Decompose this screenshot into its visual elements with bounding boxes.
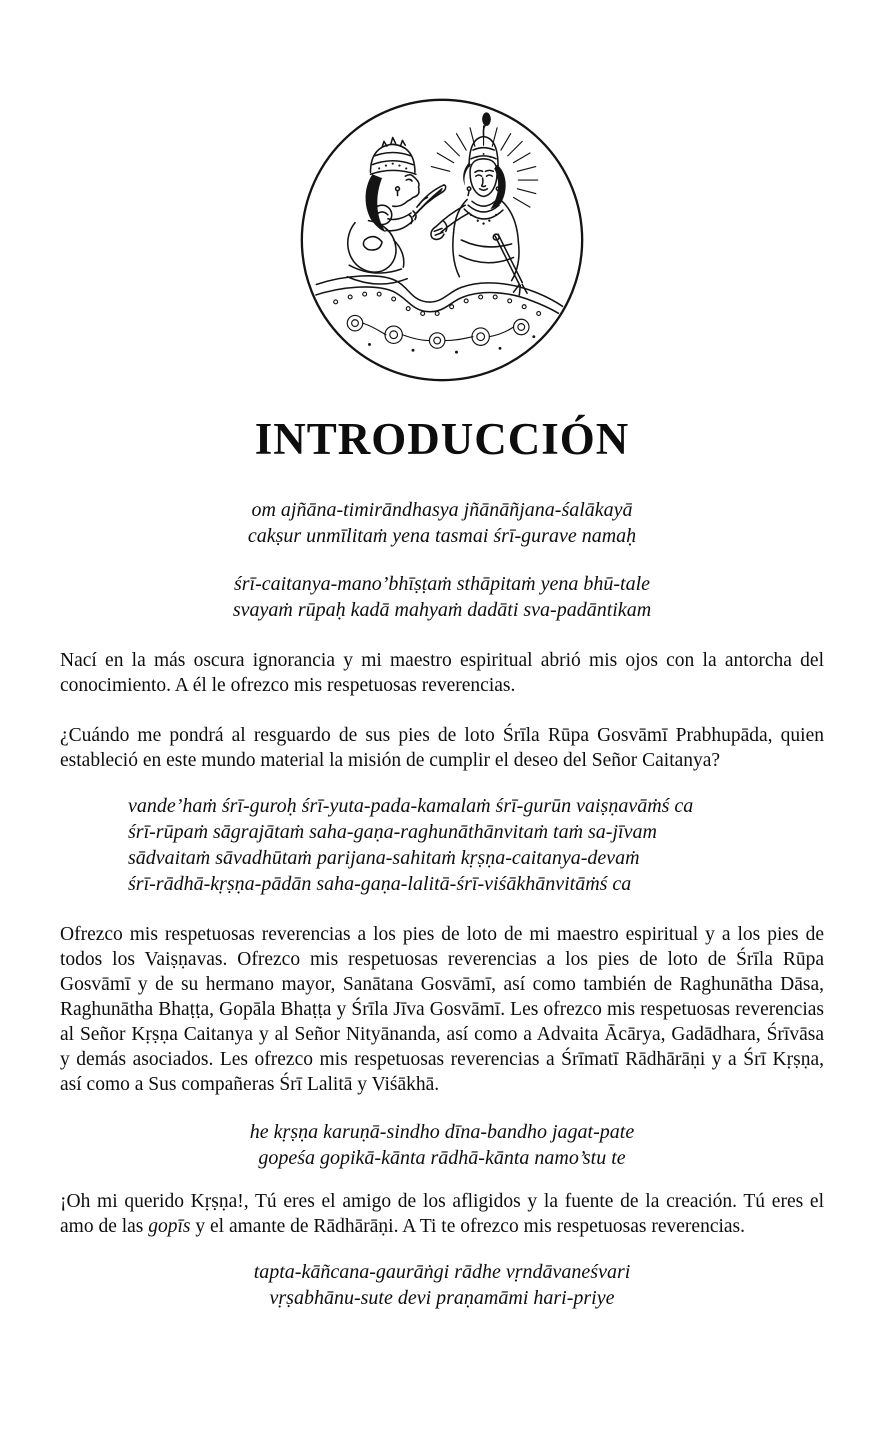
sanskrit-verse-1 xyxy=(60,497,824,549)
verse-line: sādvaitaṁ sāvadhūtaṁ parijana-sahitaṁ kṛṣṇa-caitanya-devaṁ xyxy=(128,847,640,870)
verse-line: cakṣur unmīlitaṁ yena tasmai śrī-gurave namaḥ xyxy=(247,525,637,548)
krishna-arjuna-illustration xyxy=(297,95,587,385)
paragraph-text: ¡Oh mi querido Kṛṣṇa!, Tú eres el amigo de los afligidos y la fuente de la creación. Tú eres el amo de las xyxy=(60,1191,824,1238)
verse-line: vande’haṁ śrī-guroḥ śrī-yuta-pada-kamalaṁ śrī-gurūn vaiṣṇavāṁś ca xyxy=(128,795,694,818)
verse-line: gopeśa gopikā-kānta rādhā-kānta namo’stu te xyxy=(258,1147,626,1170)
paragraph-translation-1: Nací en la más oscura ignorancia y mi maestro espiritual abrió mis ojos con la antorcha del conocimiento. A él le ofrezco mis respetuosas reverencias. xyxy=(60,650,824,697)
krishna-arjuna-medallion-icon xyxy=(297,95,587,385)
italic-term: gopīs xyxy=(148,1216,191,1238)
verse-line: svayaṁ rūpaḥ kadā mahyaṁ dadāti sva-padāntikam xyxy=(232,599,652,622)
sanskrit-verse-4 xyxy=(60,1119,824,1171)
verse-line: śrī-caitanya-mano’bhīṣṭaṁ sthāpitaṁ yena bhū-tale xyxy=(233,573,651,596)
verse-line: śrī-rūpaṁ sāgrajātaṁ saha-gaṇa-raghunāthānvitaṁ taṁ sa-jīvam xyxy=(128,821,657,844)
page-title: INTRODUCCIÓN xyxy=(254,414,630,464)
verse-line: vṛṣabhānu-sute devi praṇamāmi hari-priye xyxy=(269,1286,615,1309)
sanskrit-verse-3 xyxy=(128,793,824,897)
paragraph-translation-3: Ofrezco mis respetuosas reverencias a los pies de loto de mi maestro espiritual y a los pies de todos los Vaiṣṇavas. Ofrezco mis respetuosas reverencias a los pies de loto de Śrīla Rūpa Gosvāmī y de su hermano mayor, Sanātana Gosvāmī, así como también de Raghunātha Dāsa, Raghunātha Bhaṭṭa, Gopāla Bhaṭṭa y Śrīla Jīva Gosvāmī. Les ofrezco mis respetuosas reverencias al Señor Kṛṣṇa Caitanya y al Señor Nityānanda, así como a Advaita Ācārya, Gadādhara, Śrīvāsa y demás asociados. Les ofrezco mis respetuosas reverencias a Śrīmatī Rādhārāṇi y a Śrī Kṛṣṇa, así como a Sus compañeras Śrī Lalitā y Viśākhā. xyxy=(60,924,824,1096)
paragraph-text: y el amante de Rādhārāṇi. A Ti te ofrezco mis respetuosas reverencias. xyxy=(190,1216,746,1238)
paragraph-translation-4 xyxy=(60,1189,824,1239)
paragraph-translation-2: ¿Cuándo me pondrá al resguardo de sus pies de loto Śrīla Rūpa Gosvāmī Prabhupāda, quien estableció en este mundo material la misión de cumplir el deseo del Señor Caitanya? xyxy=(60,725,824,772)
sanskrit-verse-5 xyxy=(60,1259,824,1311)
sanskrit-verse-2 xyxy=(60,571,824,623)
verse-line: he kṛṣṇa karuṇā-sindho dīna-bandho jagat-pate xyxy=(249,1121,635,1144)
verse-line: om ajñāna-timirāndhasya jñānāñjana-śalākayā xyxy=(251,499,633,522)
verse-line: śrī-rādhā-kṛṣṇa-pādān saha-gaṇa-lalitā-śrī-viśākhānvitāṁś ca xyxy=(128,873,632,896)
verse-line: tapta-kāñcana-gaurāṅgi rādhe vṛndāvaneśvari xyxy=(253,1260,631,1283)
